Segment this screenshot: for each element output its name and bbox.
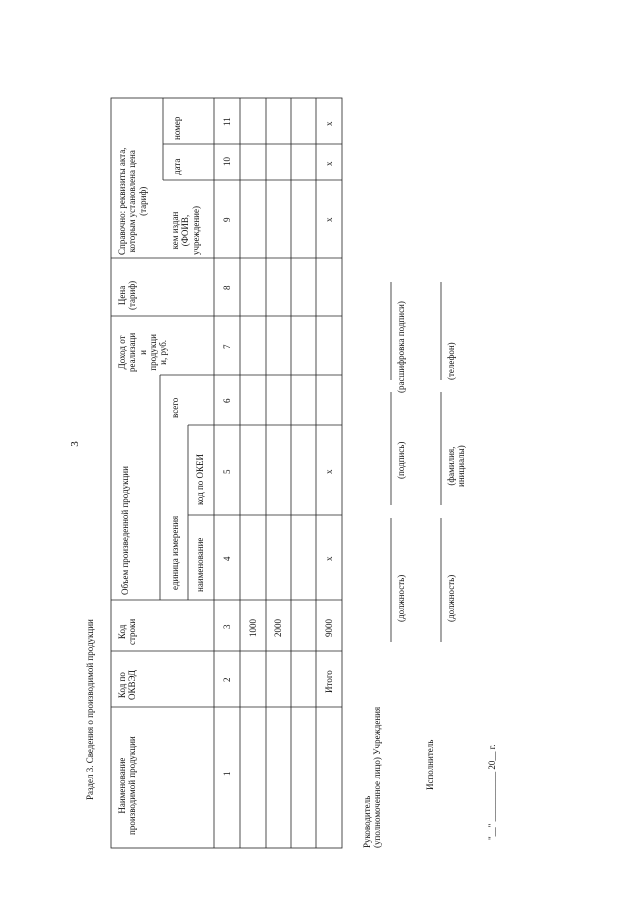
- row-code-2000: 2000: [273, 619, 283, 637]
- col-number-11: 11: [222, 117, 232, 126]
- col-number-9: 9: [222, 217, 232, 222]
- row-code-1000: 1000: [248, 619, 258, 637]
- col-number-7: 7: [222, 344, 232, 349]
- col-number-1: 1: [222, 771, 232, 776]
- col-number-10: 10: [222, 157, 232, 166]
- header-ref-number: номер: [172, 116, 182, 140]
- executor-position-caption: (должность): [446, 574, 456, 622]
- col-number-4: 4: [222, 556, 232, 561]
- header-row-code: Код строки: [117, 618, 138, 645]
- header-unit: единица измерения: [170, 515, 180, 590]
- header-price: Цена (тариф): [117, 280, 138, 310]
- header-ref-date: дата: [172, 158, 182, 175]
- header-unit-name: наименование: [195, 537, 205, 592]
- col-number-6: 6: [222, 398, 232, 403]
- header-reference: Справочно: реквизиты акта, которым установлена цена (тариф): [117, 147, 148, 255]
- total-x-ref-number: х: [324, 121, 334, 126]
- head-decoding-caption: (расшифровка подписи): [396, 301, 406, 393]
- section-title: Раздел 3. Сведения о производимой продукции: [85, 619, 95, 800]
- executor-label: Исполнитель: [425, 739, 435, 790]
- total-code: 9000: [324, 619, 334, 637]
- executor-name-caption: (фамилия, инициалы): [446, 445, 467, 487]
- total-label: Итого: [324, 670, 334, 693]
- head-signature-caption: (подпись): [396, 441, 406, 479]
- header-total: всего: [170, 397, 180, 418]
- col-number-2: 2: [222, 677, 232, 682]
- head-label: Руководитель (уполномоченное лицо) Учреждения: [362, 706, 383, 848]
- header-name: Наименование производимой продукции: [117, 736, 138, 835]
- col-number-8: 8: [222, 285, 232, 290]
- head-position-caption: (должность): [396, 574, 406, 622]
- executor-phone-caption: (телефон): [446, 342, 456, 380]
- total-x-unit-name: х: [324, 556, 334, 561]
- header-volume: Объем произведенной продукции: [120, 466, 130, 595]
- total-x-unit-okei: х: [324, 469, 334, 474]
- date-line: "__" ___________ 20__ г.: [487, 744, 497, 840]
- col-number-3: 3: [222, 624, 232, 629]
- col-number-5: 5: [222, 469, 232, 474]
- header-ref-issuer: кем издан (ФОИВ, учреждение): [170, 206, 201, 255]
- total-x-ref-date: х: [324, 161, 334, 166]
- header-unit-okei: код по ОКЕИ: [195, 453, 205, 505]
- page-number: 3: [68, 441, 81, 447]
- header-okved: Код по ОКВЭД: [117, 670, 138, 700]
- total-x-ref-issuer: х: [324, 217, 334, 222]
- header-income: Доход от реализаци и продукци и, руб.: [117, 332, 169, 372]
